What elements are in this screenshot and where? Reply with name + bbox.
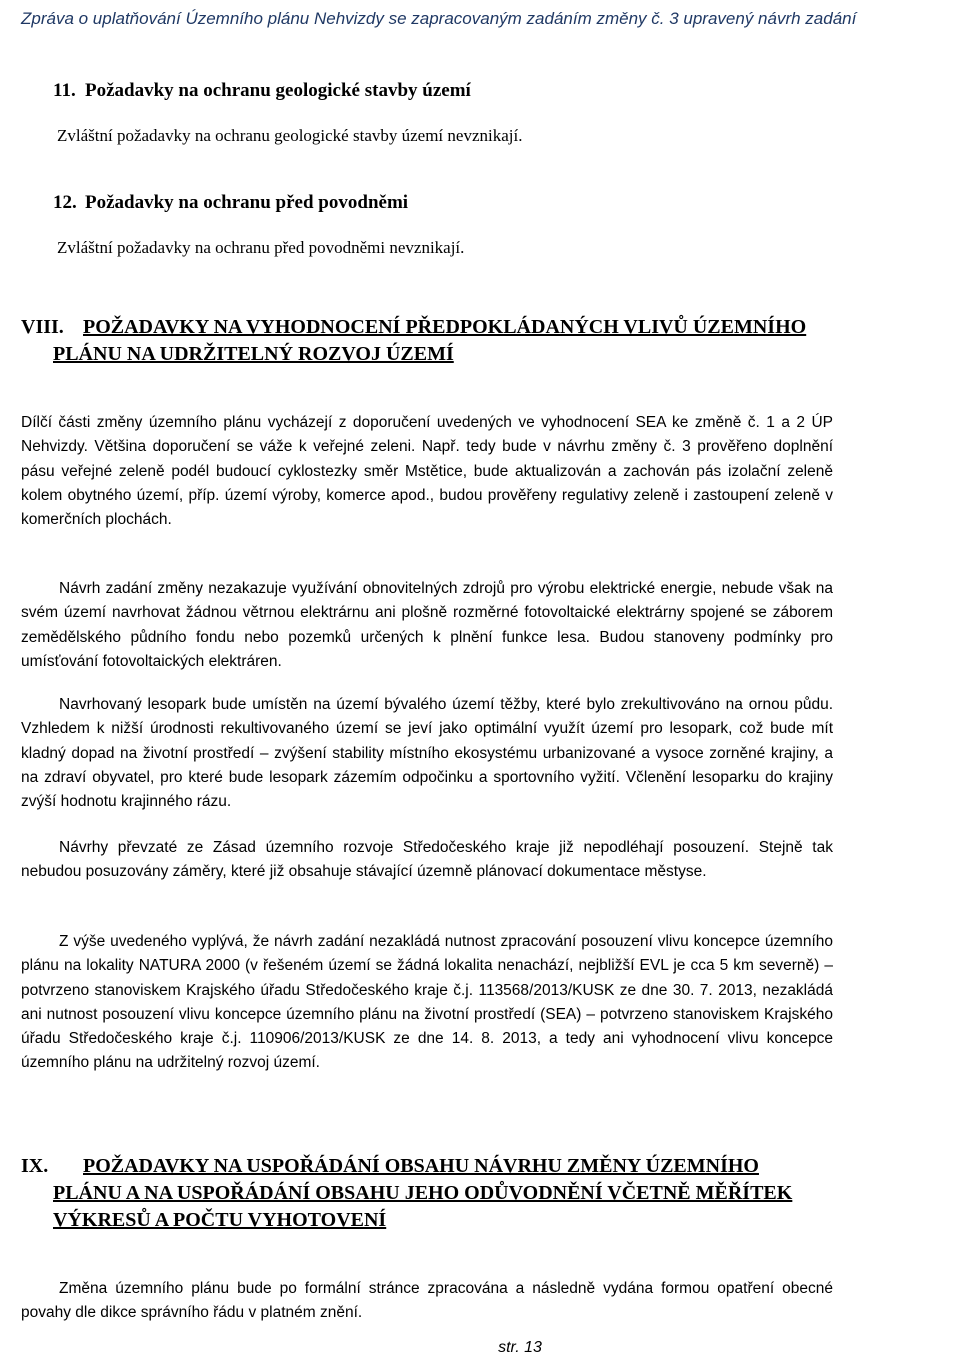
chapter-8-heading	[21, 314, 821, 368]
section-12-number: 12.	[53, 192, 77, 213]
section-12-title: Požadavky na ochranu před povodněmi	[85, 192, 409, 213]
section-12-text: Zvláštní požadavky na ochranu před povodněmi nevznikají.	[57, 238, 465, 257]
chapter-9-title: POŽADAVKY NA USPOŘÁDÁNÍ OBSAHU NÁVRHU ZMĚNY ÚZEMNÍHO PLÁNU A NA USPOŘÁDÁNÍ OBSAHU JEHO ODŮVODNĚNÍ VČETNĚ MĚŘÍTEK VÝKRESŮ A POČTU VYHOTOVENÍ	[53, 1155, 793, 1231]
chapter-8-paragraph-4: Návrhy převzaté ze Zásad územního rozvoje Středočeského kraje již nepodléhají posouzení. Stejně tak nebudou posuzovány záměry, které již obsahuje stávající územně plánovací dokumentace městyse.	[21, 839, 833, 881]
chapter-8-paragraph-5: Z výše uvedeného vyplývá, že návrh zadání nezakládá nutnost zpracování posouzení vlivu koncepce územního plánu na lokality NATURA 2000 (v řešeném území se žádná lokalita nenachází, nejbližší EVL je cca 5 km severně) – potvrzeno stanoviskem Krajského úřadu Středočeského kraje č.j. 113568/2013/KUSK ze dne 30. 7. 2013, nezakládá ani nutnost posouzení vlivu koncepce územního plánu na životní prostředí (SEA) – potvrzeno stanoviskem Krajského úřadu Středočeského kraje č.j. 110906/2013/KUSK ze dne 14. 8. 2013, a tedy ani vyhodnocení vlivu koncepce územního plánu na udržitelný rozvoj území.	[21, 933, 833, 1072]
section-11-title: Požadavky na ochranu geologické stavby území	[85, 80, 471, 101]
chapter-8-roman: VIII.	[21, 316, 64, 338]
section-12-heading	[53, 190, 408, 216]
section-11-heading	[53, 78, 471, 104]
page-number: str. 13	[498, 1339, 542, 1356]
chapter-9-heading	[21, 1153, 821, 1234]
chapter-8-title: POŽADAVKY NA VYHODNOCENÍ PŘEDPOKLÁDANÝCH VLIVŮ ÚZEMNÍHO PLÁNU NA UDRŽITELNÝ ROZVOJ ÚZEMÍ	[53, 316, 807, 365]
section-11-number: 11.	[53, 80, 76, 101]
running-header: Zpráva o uplatňování Územního plánu Nehvizdy se zapracovaným zadáním změny č. 3 upravený návrh zadání	[21, 9, 857, 28]
chapter-8-paragraph-3: Navrhovaný lesopark bude umístěn na území bývalého území těžby, které bylo zrekultivováno na ornou půdu. Vzhledem k nižší úrodnosti rekultivovaného území se jeví jako optimální využít území pro lesopark, což bude mít kladný dopad na životní prostředí – zvýšení stability místního ekosystému urbanizované a vysoce zorněné krajiny, a na zdraví obyvatel, pro které bude lesopark zázemím odpočinku a sportovního vyžití. Včlenění lesoparku do krajiny zvýší hodnotu krajinného rázu.	[21, 696, 833, 811]
section-11-text: Zvláštní požadavky na ochranu geologické stavby území nevznikají.	[57, 126, 523, 145]
chapter-9-roman: IX.	[21, 1155, 49, 1177]
chapter-8-paragraph-2: Návrh zadání změny nezakazuje využívání obnovitelných zdrojů pro výrobu elektrické energie, nebude však na svém území navrhovat žádnou větrnou elektrárnu ani plošně rozměrné fotovoltaické elektrárny spojené se záborem zemědělského půdního fondu nebo pozemků určených k plnění funkce lesa. Budou stanoveny podmínky pro umísťování fotovoltaických elektráren.	[21, 580, 833, 670]
chapter-9-paragraph-1: Změna územního plánu bude po formální stránce zpracována a následně vydána formou opatření obecné povahy dle dikce správního řádu v platném znění.	[21, 1280, 833, 1322]
chapter-8-paragraph-1: Dílčí části změny územního plánu vycházejí z doporučení uvedených ve vyhodnocení SEA ke změně č. 1 a 2 ÚP Nehvizdy. Většina doporučení se váže k veřejné zeleni. Např. tedy bude v návrhu změny č. 3 prověřeno doplnění pásu veřejné zeleně podél budoucí cyklostezky směr Mstětice, bude aktualizován a zachován pás izolační zeleně kolem obytného území, příp. území výroby, komerce apod., budou prověřeny regulativy zeleně i zastoupení zeleně v komerčních plochách.	[21, 414, 833, 529]
